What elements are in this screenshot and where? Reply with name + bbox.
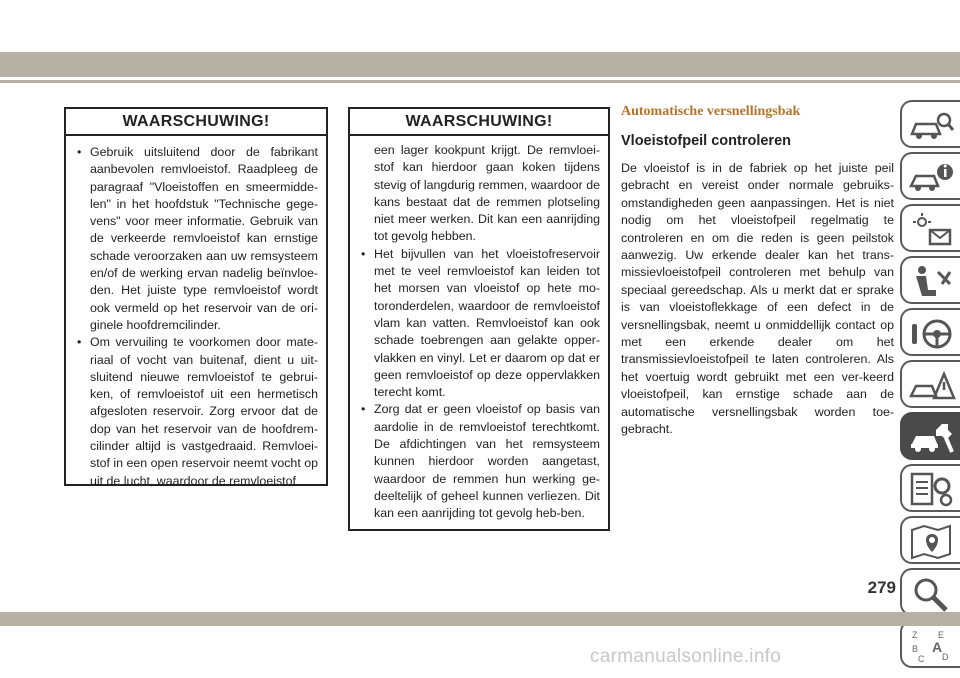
tab-search[interactable]: [900, 568, 960, 616]
page-number: 279: [867, 578, 896, 597]
tab-seat-airbag[interactable]: [900, 256, 960, 304]
search-magnifier-icon: [908, 576, 956, 612]
watermark: carmanualsonline.info: [590, 646, 782, 667]
subsection-title: Vloeistofpeil controleren: [621, 133, 791, 149]
spec-list-gear-icon: [908, 472, 956, 508]
header-band: [0, 52, 960, 77]
svg-text:B: B: [912, 644, 919, 654]
warning-box-2: [348, 107, 610, 531]
car-wrench-icon: [908, 420, 956, 456]
tab-car-magnifier[interactable]: [900, 100, 960, 148]
warning-item: • Zorg dat er geen vloeistof op basis van aardolie in de remvloeistof terechtkomt. De afdichtingen van het remsysteem kunnen hierdoor worden aangetast, waardoor de remmen hun werking ge-deeltelijk of geheel kunnen verliezen. Dit kan een aanrijding tot gevolg heb-ben.: [360, 401, 600, 522]
tab-warning-light[interactable]: [900, 204, 960, 252]
roadside-warning-icon: [908, 368, 956, 404]
warning-box-1: [64, 107, 328, 486]
steering-wheel-icon: [908, 316, 956, 352]
tab-steering-wheel[interactable]: [900, 308, 960, 356]
tab-car-wrench[interactable]: [900, 412, 960, 460]
warning-title: WAARSCHUWING!: [350, 109, 608, 136]
svg-text:C: C: [918, 654, 925, 664]
warning-light-icon: [908, 212, 956, 248]
warning-title: WAARSCHUWING!: [66, 109, 326, 136]
tab-alphabet-index[interactable]: [900, 620, 960, 668]
svg-text:E: E: [938, 630, 945, 640]
svg-text:D: D: [942, 652, 949, 662]
car-info-icon: [908, 160, 956, 196]
tab-roadside-warning[interactable]: [900, 360, 960, 408]
warning-continuation: een lager kookpunt krijgt. De remvloei-stof kan hierdoor gaan koken tijdens stevig of langdurig remmen, waardoor de kans bestaat dat de remmen plotseling niet meer werken. Dit kan een aanrijding tot gevolg hebben.: [374, 143, 600, 244]
warning-item: • Het bijvullen van het vloeistofreservoir met te veel remvloeistof kan leiden tot het morsen van vloeistof op hete mo-toronderdelen, waardoor de remvloeistof vlam kan vatten. Remvloeistof kan ook schade toebrengen aan gelakte opper-vlakken en vinyl. Let er daarom op dat er geen remvloeistof op deze oppervlakken terecht komt.: [360, 246, 600, 402]
warning-item: • Om vervuiling te voorkomen door mate-riaal of vocht van buitenaf, dient u uit-sluitend nieuwe remvloeistof te gebrui-ken, of remvloeistof uit een hermetisch afgesloten reservoir. Zorg ervoor dat de dop van het reservoir van de hoofdrem-cilinder altijd is vastgedraaid. Remvloei-stof in een open reservoir neemt vocht op uit de lucht, waardoor de remvloeistof: [76, 334, 318, 490]
svg-text:A: A: [932, 639, 943, 655]
footer-band: [0, 612, 960, 626]
seat-airbag-icon: [908, 264, 956, 300]
warning-item: • Gebruik uitsluitend door de fabrikant aanbevolen remvloeistof. Raadpleeg de paragraaf "Vloeistoffen en smeermidde-len" in het hoofdstuk "Technische gege-vens" voor meer informatie. Gebruik van de verkeerde remvloeistof kan ernstige schade veroorzaken aan uw remsysteem en/of de werking ervan nadelig beïnvloe-den. Het juiste type remvloeistof wordt ook vermeld op het reservoir van de ori-ginele hoofdremcilinder.: [76, 144, 318, 334]
tab-map-pin[interactable]: [900, 516, 960, 564]
map-pin-icon: [908, 524, 956, 560]
body-paragraph: De vloeistof is in de fabriek op het juiste peil gebracht en vereist onder normale gebruiks-omstandigheden geen aanpassingen. Het is niet nodig om het vloeistofpeil regelmatig te controleren en om die reden is geen peilstok aanwezig. Uw erkende dealer kan het trans-missievloeistofpeil controleren met behulp van speciaal gereedschap. Als u merkt dat er sprake is van vloeistoflekkage of een defect in de versnellingsbak, neemt u onmiddellijk contact op met een erkende dealer om het transmissievloeistofpeil te laten controleren. Als het voertuig wordt gebruikt met een ver-keerd vloeistofpeil, kan ernstige schade aan de automatische versnellingsbak worden toe-gebracht.: [621, 161, 894, 437]
tab-car-info[interactable]: [900, 152, 960, 200]
tab-spec-list[interactable]: [900, 464, 960, 512]
header-rule: [0, 80, 960, 83]
car-magnifier-icon: [908, 108, 956, 144]
alphabet-index-icon: [908, 628, 956, 664]
svg-text:Z: Z: [912, 630, 918, 640]
section-title: Automatische versnellingsbak: [621, 104, 801, 119]
